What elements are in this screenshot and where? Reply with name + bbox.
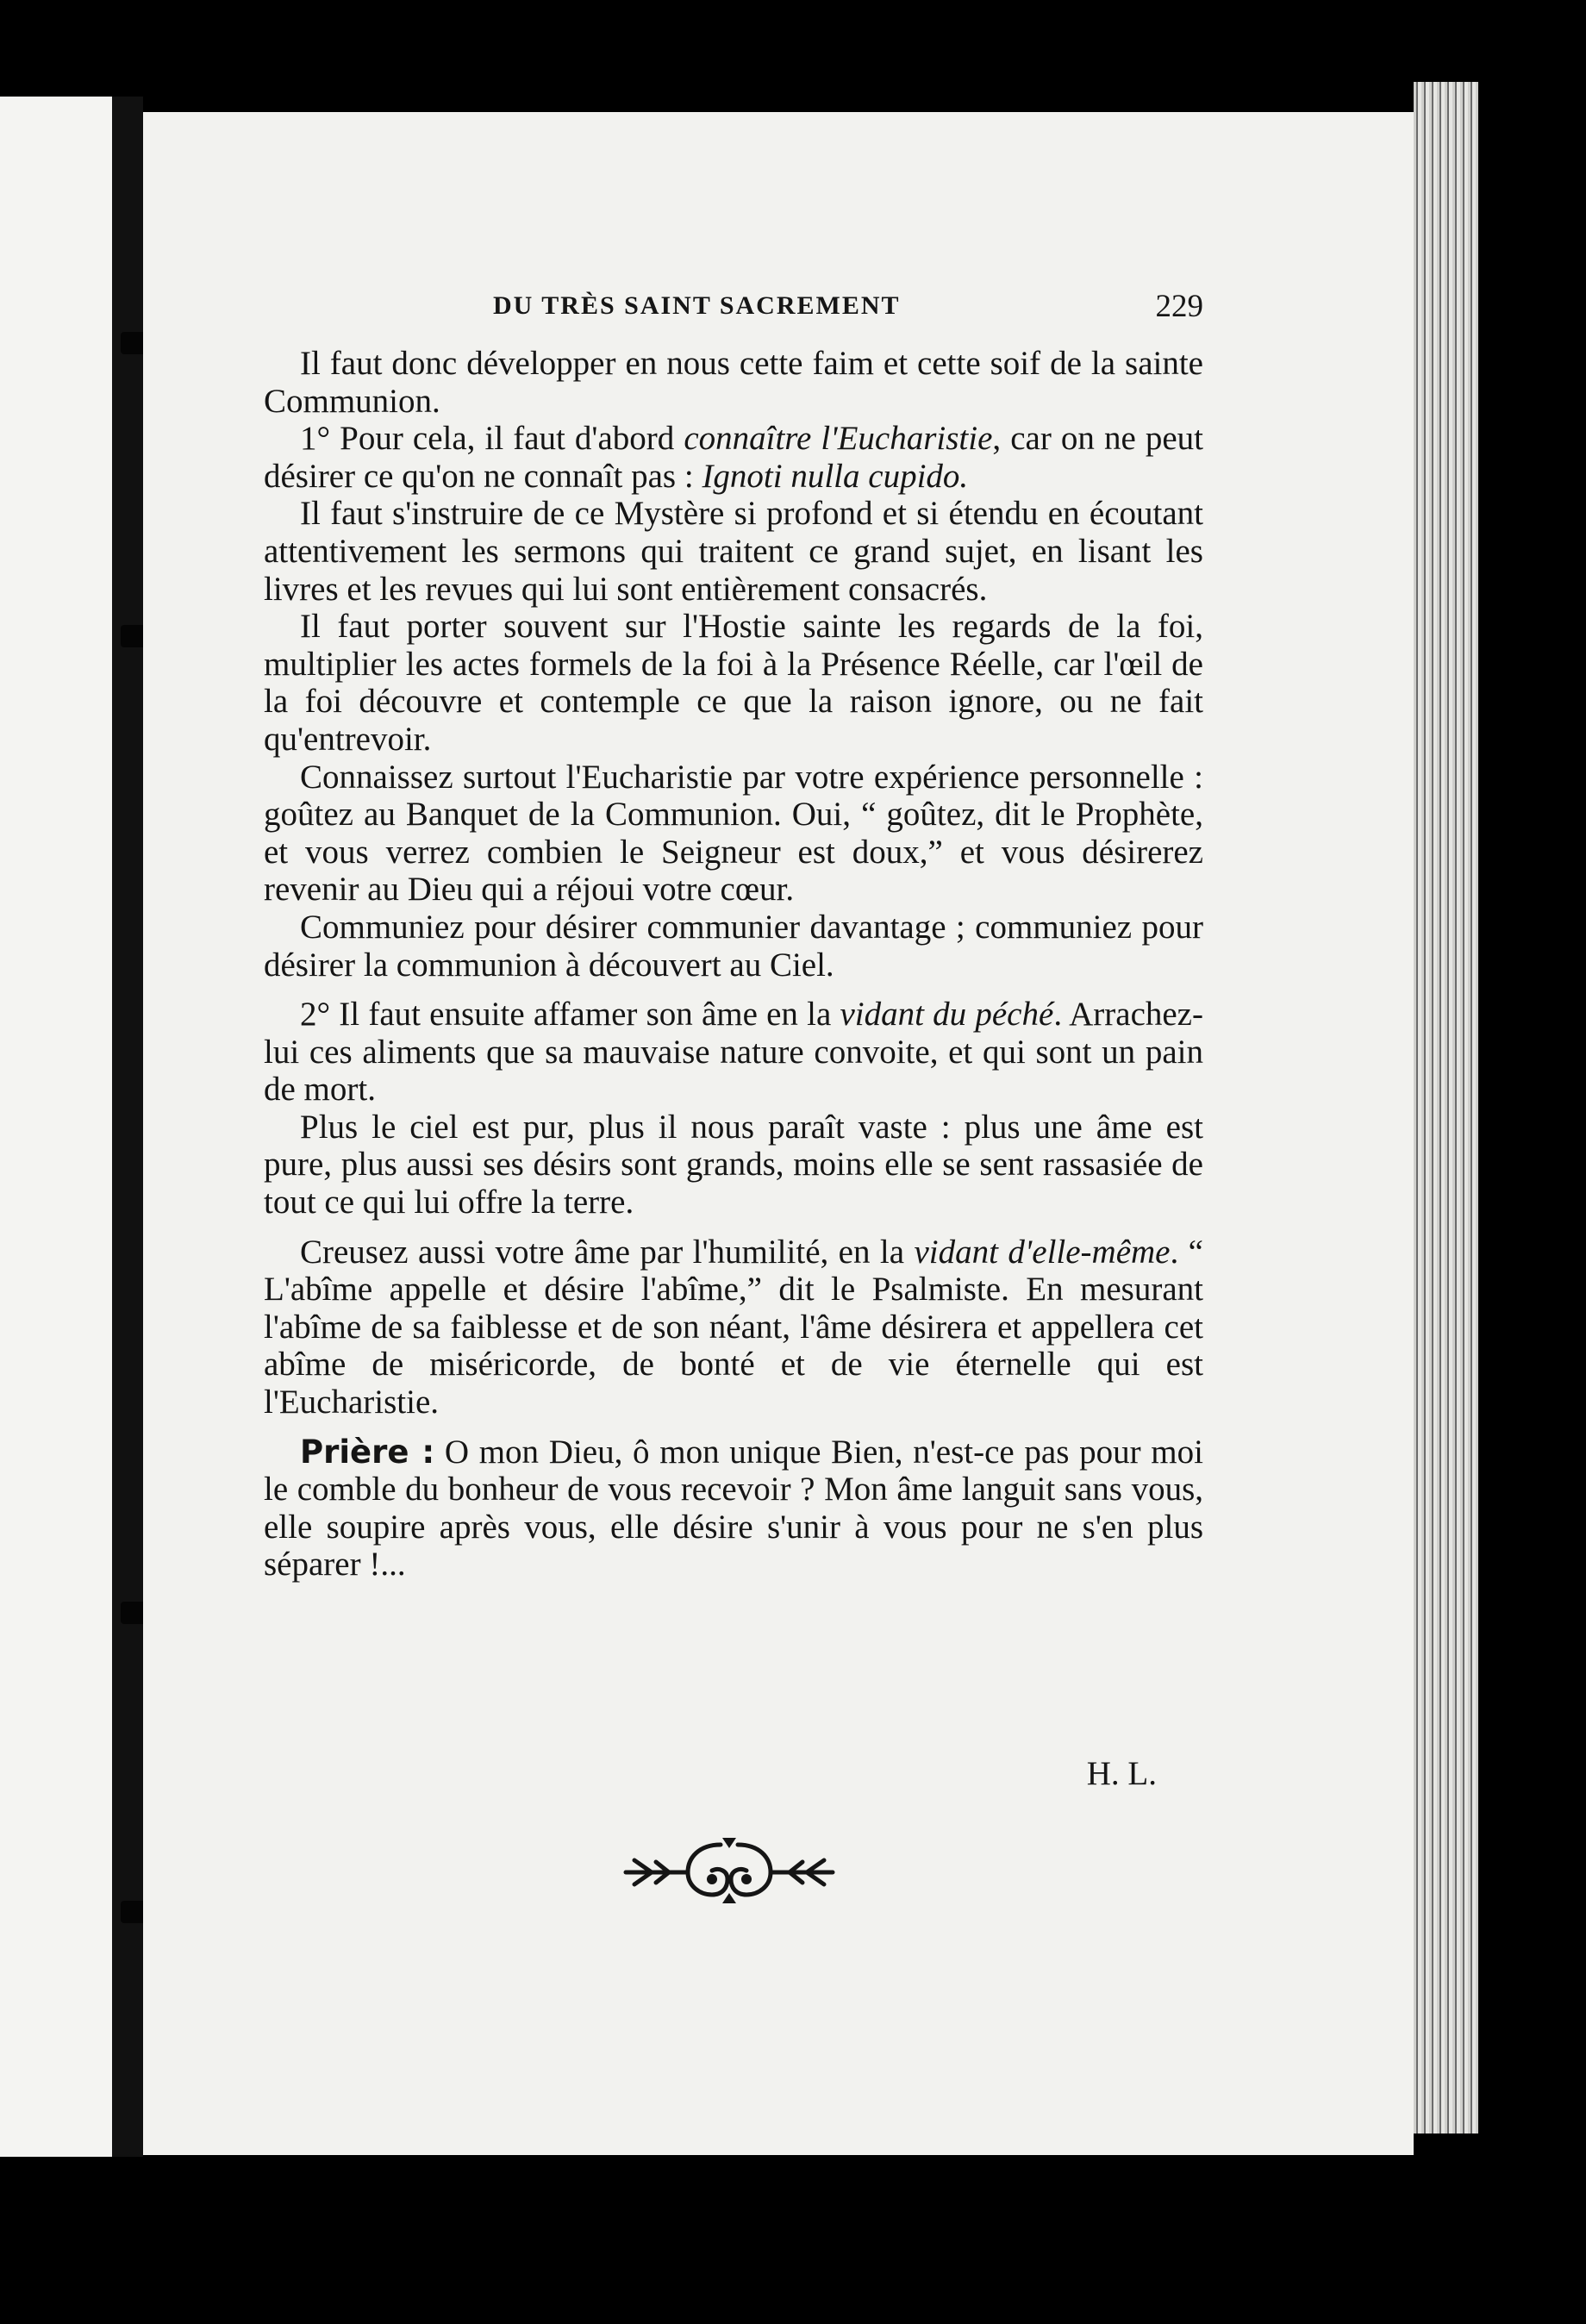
text-run: Creusez aussi votre âme par l'humilité, en la	[300, 1233, 915, 1271]
text-run: 2° Il faut ensuite affamer son âme en la	[300, 996, 840, 1034]
text-run: O mon Dieu, ô mon unique Bien, n'est-ce pas pour moi le comble du bonheur de vous recevoir ? Mon âme languit sans vous, elle soupire après vous, elle désire s'unir à vous pour ne s'en plus séparer !...	[264, 1433, 1203, 1584]
prayer-label: Prière :	[300, 1433, 435, 1471]
text-run: Communiez pour désirer communier davantage ; communiez pour désirer la communion à découvert au Ciel.	[264, 908, 1203, 984]
paragraph	[264, 345, 1203, 420]
running-head	[264, 291, 1203, 326]
paragraph	[264, 759, 1203, 909]
paragraph	[264, 495, 1203, 608]
signature: H. L.	[1086, 1755, 1157, 1792]
paragraph	[264, 1234, 1203, 1421]
paragraph	[264, 420, 1203, 495]
page-stack-edge	[1414, 82, 1478, 2133]
text-run: Plus le ciel est pur, plus il nous paraît vaste : plus une âme est pure, plus aussi ses désirs sont grands, moins elle se sent rassasiée de tout ce qui lui offre la terre.	[264, 1108, 1203, 1221]
text-run: Connaissez surtout l'Eucharistie par votre expérience personnelle : goûtez au Banquet de la Communion. Oui, “ goûtez, dit le Prophète, et vous verrez combien le Seigneur est doux,” et vous désirerez revenir au Dieu qui a réjoui votre cœur.	[264, 758, 1203, 909]
italic-text: connaître l'Eucharistie	[684, 420, 993, 458]
text-run: Il faut porter souvent sur l'Hostie sainte les regards de la foi, multiplier les actes formels de la foi à la Présence Réelle, car l'œil de la foi découvre et contemple ce que la raison ignore, ou ne fait qu'entrevoir.	[264, 608, 1203, 758]
paragraph	[264, 996, 1203, 1109]
italic-text: Ignoti nulla cupido.	[702, 457, 969, 495]
italic-text: vidant d'elle-même	[914, 1233, 1171, 1271]
text-run: . Arrachez-lui ces aliments que sa mauvaise nature convoite, et qui sont un pain de mort.	[264, 996, 1203, 1109]
paragraph	[264, 608, 1203, 758]
page-number: 229	[1155, 289, 1203, 324]
running-title: DU TRÈS SAINT SACREMENT	[493, 291, 901, 320]
fleuron-ornament-icon	[617, 1827, 841, 1914]
text-run: , car on ne peut désirer ce qu'on ne connaît pas :	[264, 420, 1203, 495]
book-spine	[112, 97, 143, 2157]
paragraph	[264, 1109, 1203, 1221]
text-run: 1° Pour cela, il faut d'abord	[300, 420, 684, 458]
body-text	[264, 345, 1203, 1584]
text-run: . “ L'abîme appelle et désire l'abîme,” dit le Psalmiste. En mesurant l'abîme de sa faiblesse et de son néant, l'âme désirera et appellera cet abîme de miséricorde, de bonté et de vie éternelle qui est l'Eucharistie.	[264, 1233, 1203, 1421]
prayer-paragraph	[264, 1434, 1203, 1584]
text-run: Il faut donc développer en nous cette faim et cette soif de la sainte Communion.	[264, 345, 1203, 420]
paragraph	[264, 909, 1203, 984]
italic-text: vidant du péché	[840, 996, 1054, 1034]
text-run: Il faut s'instruire de ce Mystère si profond et si étendu en écoutant attentivement les sermons qui traitent ce grand sujet, en lisant les livres et les revues qui lui sont entièrement consacrés.	[264, 495, 1203, 608]
